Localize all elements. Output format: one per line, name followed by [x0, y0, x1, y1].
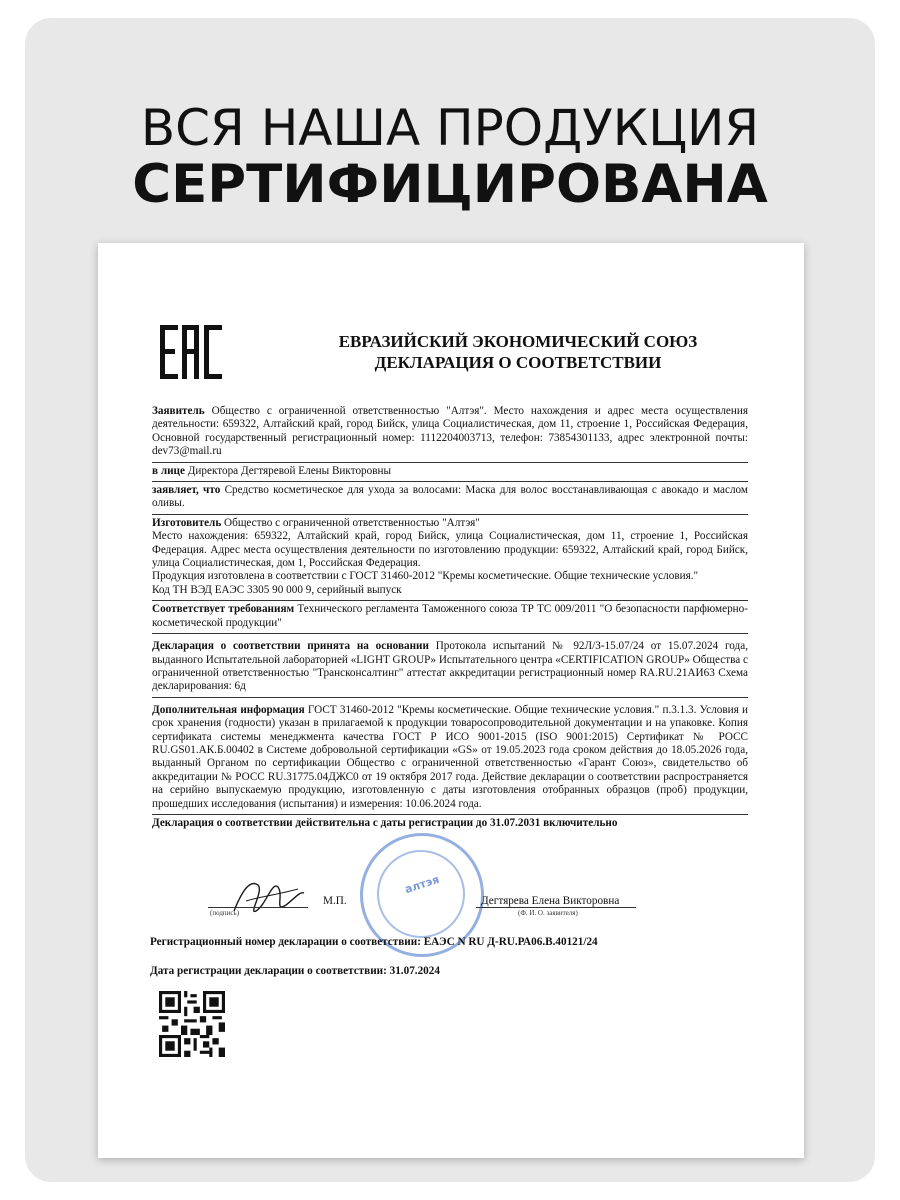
eac-logo-icon	[160, 325, 222, 379]
mp-label: М.П.	[323, 895, 347, 907]
basis-block	[152, 633, 748, 697]
manufacturer-label: Изготовитель	[152, 516, 222, 529]
header-declaration: ДЕКЛАРАЦИЯ О СООТВЕТСТВИИ	[374, 353, 662, 372]
person-label: в лице	[152, 464, 185, 477]
signature-icon	[228, 871, 308, 923]
signature-line	[208, 907, 308, 908]
headline-line1: ВСЯ НАША ПРОДУКЦИЯ	[140, 99, 760, 157]
registration-date: Дата регистрации декларации о соответствии: 31.07.2024	[150, 965, 440, 977]
registration-number: Регистрационный номер декларации о соответствии: ЕАЭС N RU Д-RU.РА06.В.40121/24	[150, 936, 598, 948]
headline-line2: СЕРТИФИЦИРОВАНА	[132, 154, 768, 215]
declares-block	[152, 481, 748, 514]
person-text: Директора Дегтяревой Елены Викторовны	[187, 464, 392, 477]
basis-text: Протокола испытаний № 92Л/З-15.07/24 от 15.07.2024 года, выданного Испытательной лабораторией «LIGHT GROUP» Испытательного центра «CERTIFICATION GROUP» Общества с ограниченной ответственностью "Трансконсалтинг" аттестат аккредитации регистрационный номер RA.RU.21АИ63 Схема декларирования: 6д	[152, 640, 748, 693]
signature-caption: (подпись)	[210, 909, 240, 917]
signer-name: Дегтярева Елена Викторовна	[481, 895, 620, 907]
header-union: ЕВРАЗИЙСКИЙ ЭКОНОМИЧЕСКИЙ СОЮЗ	[338, 332, 698, 351]
stamp-text: алтэя	[403, 872, 441, 897]
person-block	[152, 462, 748, 481]
applicant-text: Общество с ограниченной ответственностью "Алтэя". Место нахождения и адрес места осуществления деятельности: 659322, Алтайский край, город Бийск, улица Социалистическая, дом 11, строение 1, Российская Федерация, Основной государственный регистрационный номер: 1112204003713, телефон: 73854301133, адрес электронной почты: dev73@mail.ru	[152, 405, 749, 458]
manufacturer-text: Общество с ограниченной ответственностью "Алтэя"	[224, 516, 480, 529]
complies-label: Соответствует требованиям	[152, 603, 295, 616]
complies-block	[152, 600, 748, 633]
document-body	[152, 403, 748, 833]
code-text: Код ТН ВЭД ЕАЭС 3305 90 000 9, серийный выпуск	[152, 583, 402, 596]
complies-text: Технического регламента Таможенного союза ТР ТС 009/2011 "О безопасности парфюмерно-косметической продукции"	[152, 603, 748, 629]
document-header	[258, 331, 778, 373]
fio-line	[476, 907, 636, 908]
qr-code-icon	[159, 991, 225, 1057]
extra-label: Дополнительная информация	[152, 703, 305, 716]
manufacturer-address: Место нахождения: 659322, Алтайский край, город Бийск, улица Социалистическая, дом 11, строение 1, Российская Федерация. Адрес места осуществления деятельности по изготовлению продукции: 659322, Алтайский край, город Бийск, улица Социалистическая, дом 1, Российская Федерация.	[152, 530, 748, 570]
declaration-document	[98, 243, 804, 1158]
applicant-block	[152, 403, 748, 462]
extra-text: ГОСТ 31460-2012 "Кремы косметические. Общие технические условия." п.3.1.3. Условия и срок хранения (годности) указан в прилагаемой к продукции товаросопроводительной документации и на упаковке. Копия сертификата системы менеджмента качества ГОСТ Р ИСО 9001-2015 (ISO 9001:2015) Сертификат № РОСС RU.GS01.АК.Б.00402 в Системе добровольной сертификации «GS» от 19.05.2023 года сроком действия до 18.05.2026 года, выданный Органом по сертификации Общество с ограниченной ответственностью «Гарант Союз», свидетельство об аккредитации № РОСС RU.31775.04ДЖС0 от 19 октября 2017 года. Действие декларации о соответствии распространяется на серийно выпускаемую продукцию, изготовленную с даты изготовления отобранных образцов (проб) продукции, прошедших исследования (испытания) и измерения: 10.06.2024 года.	[152, 703, 748, 810]
fio-caption: (Ф. И. О. заявителя)	[518, 909, 578, 917]
manufacturer-block	[152, 514, 748, 600]
applicant-label: Заявитель	[152, 405, 205, 417]
validity-block	[152, 814, 748, 833]
validity-text: Декларация о соответствии действительна с даты регистрации до 31.07.2031 включительно	[152, 816, 618, 829]
declares-label: заявляет, что	[152, 484, 221, 497]
extra-info-block	[152, 697, 748, 814]
basis-label: Декларация о соответствии принята на основании	[152, 640, 429, 653]
declares-text: Средство косметическое для ухода за волосами: Маска для волос восстанавливающая с авокадо и маслом оливы.	[152, 484, 748, 510]
produced-text: Продукция изготовлена в соответствии с ГОСТ 31460-2012 "Кремы косметические. Общие технические условия."	[152, 570, 699, 583]
